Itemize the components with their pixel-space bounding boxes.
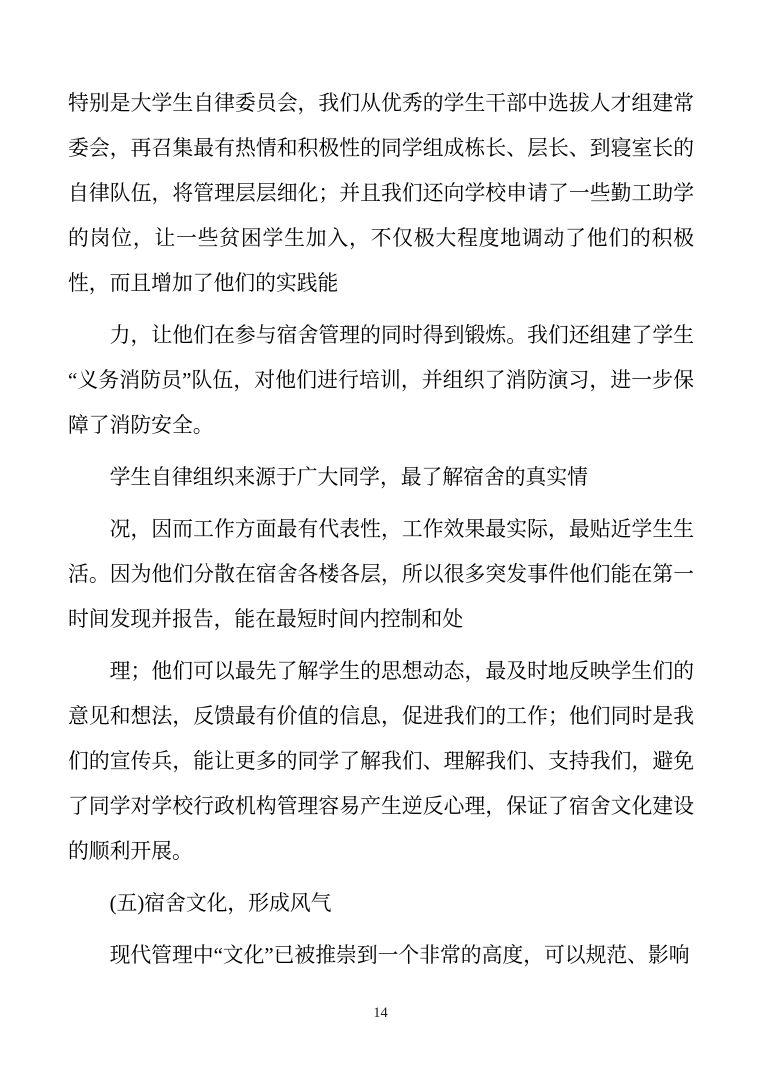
paragraph: 现代管理中“文化”已被推崇到一个非常的高度，可以规范、影响 — [109, 944, 690, 967]
document-body — [68, 81, 694, 985]
paragraph: 理；他们可以最先了解学生的思想动态，最及时地反映学生们的意见和想法，反馈最有价值的信息，促进我们的工作；他们同时是我们的宣传兵，能让更多的同学了解我们、理解我们、支持我们，避免了同学对学校行政机构管理容易产生逆反心理，保证了宿舍文化建设的顺利开展。 — [68, 660, 694, 863]
paragraph: 况，因而工作方面最有代表性，工作效果最实际，最贴近学生生活。因为他们分散在宿舍各楼各层，所以很多突发事件他们能在第一时间发现并报告，能在最短时间内控制和处 — [68, 518, 694, 631]
page-number: 14 — [373, 1005, 388, 1021]
paragraph-section-heading: (五)宿舍文化，形成风气 — [109, 892, 332, 915]
paragraph: 力，让他们在参与宿舍管理的同时得到锻炼。我们还组建了学生“义务消防员”队伍，对他们进行培训，并组织了消防演习，进一步保障了消防安全。 — [68, 324, 694, 437]
paragraph: 特别是大学生自律委员会，我们从优秀的学生干部中选拔人才组建常委会，再召集最有热情和积极性的同学组成栋长、层长、到寝室长的自律队伍，将管理层层细化；并且我们还向学校申请了一些勤工助学的岗位，让一些贫困学生加入，不仅极大程度地调动了他们的积极性，而且增加了他们的实践能 — [68, 92, 694, 295]
paragraph: 学生自律组织来源于广大同学，最了解宿舍的真实情 — [109, 466, 588, 489]
